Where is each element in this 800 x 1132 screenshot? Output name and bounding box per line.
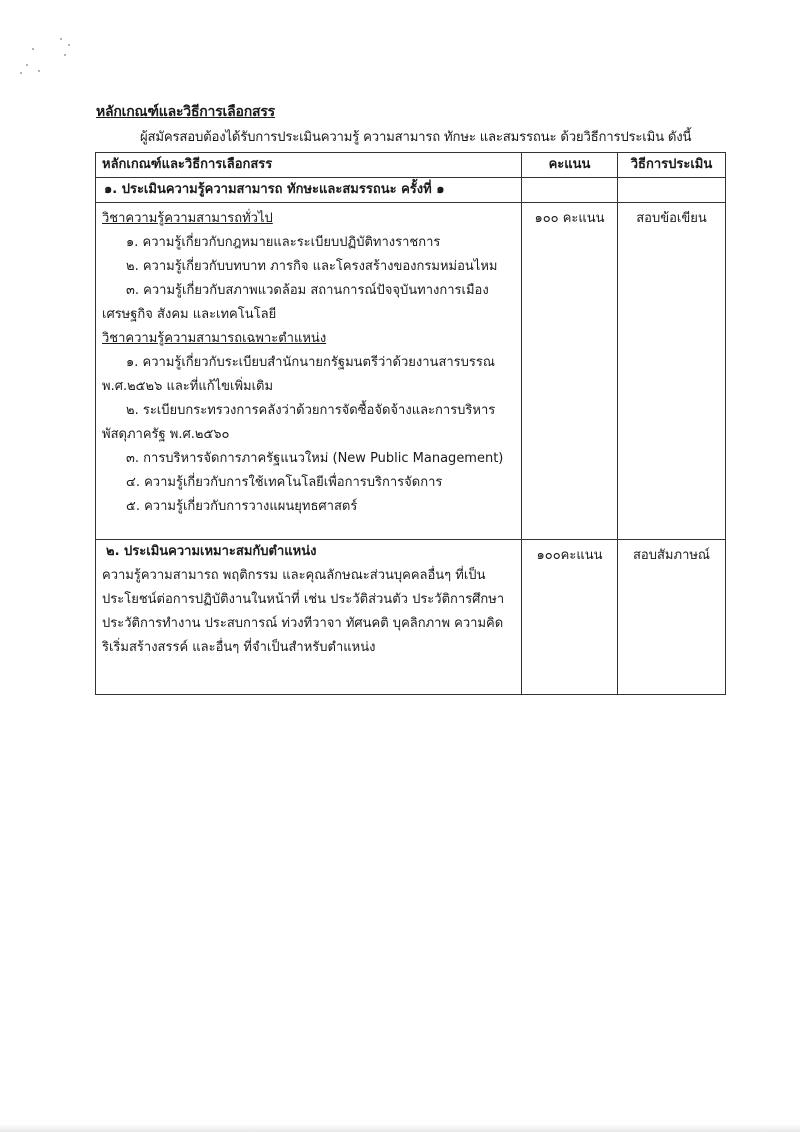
page-heading: หลักเกณฑ์และวิธีการเลือกสรร bbox=[96, 104, 275, 120]
scan-bottom-edge bbox=[0, 1124, 800, 1132]
specific-item-5: ๕. ความรู้เกี่ยวกับการวางแผนยุทธศาสตร์ bbox=[126, 499, 358, 514]
specific-item-1-continued: พ.ศ.๒๕๒๖ และที่แก้ไขเพิ่มเติม bbox=[102, 379, 274, 394]
section1-title: ๑. ประเมินความรู้ความสามารถ ทักษะและสมรรถนะ ครั้งที่ ๑ bbox=[96, 178, 522, 203]
criteria-table bbox=[95, 152, 726, 695]
specific-item-4: ๔. ความรู้เกี่ยวกับการใช้เทคโนโลยีเพื่อการบริการจัดการ bbox=[126, 475, 443, 490]
specific-item-2-continued: พัสดุภาครัฐ พ.ศ.๒๕๖๐ bbox=[102, 427, 230, 442]
general-subject-title: วิชาความรู้ความสามารถทั่วไป bbox=[102, 211, 273, 226]
section1-title-row bbox=[96, 178, 726, 203]
specific-item-1: ๑. ความรู้เกี่ยวกับระเบียบสำนักนายกรัฐมนตรีว่าด้วยงานสารบรรณ bbox=[126, 355, 495, 370]
section1-title-method-cell bbox=[618, 178, 726, 203]
specific-item-2: ๒. ระเบียบกระทรวงการคลังว่าด้วยการจัดซื้อจัดจ้างและการบริหาร bbox=[126, 403, 496, 418]
section2-content bbox=[96, 540, 522, 695]
section2-line-4: ริเริ่มสร้างสรรค์ และอื่นๆ ที่จำเป็นสำหรับตำแหน่ง bbox=[102, 640, 376, 655]
scan-speck bbox=[60, 38, 62, 40]
scan-specks bbox=[18, 30, 88, 90]
section1-method-cell bbox=[618, 203, 726, 540]
section2-line-2: ประโยชน์ต่อการปฏิบัติงานในหน้าที่ เช่น ประวัติส่วนตัว ประวัติการศึกษา bbox=[102, 592, 505, 607]
section1-method: สอบข้อเขียน bbox=[636, 211, 707, 226]
section2-row bbox=[96, 540, 726, 695]
section1-content-row bbox=[96, 203, 726, 540]
scan-speck bbox=[32, 48, 34, 50]
scan-speck bbox=[68, 44, 70, 46]
scan-speck bbox=[20, 72, 22, 74]
scan-speck bbox=[64, 54, 66, 56]
scan-speck bbox=[26, 64, 28, 66]
scan-speck bbox=[38, 70, 40, 72]
section2-method-cell bbox=[618, 540, 726, 695]
general-item-3: ๓. ความรู้เกี่ยวกับสภาพแวดล้อม สถานการณ์ปัจจุบันทางการเมือง bbox=[126, 283, 489, 298]
section2-score: ๑๐๐คะแนน bbox=[536, 548, 603, 563]
section2-method: สอบสัมภาษณ์ bbox=[633, 548, 710, 563]
section1-score-cell bbox=[522, 203, 618, 540]
section2-title: ๒. ประเมินความเหมาะสมกับตำแหน่ง bbox=[106, 544, 317, 559]
section1-content bbox=[96, 203, 522, 540]
general-item-2: ๒. ความรู้เกี่ยวกับบทบาท ภารกิจ และโครงสร้างของกรมหม่อนไหม bbox=[126, 259, 498, 274]
section2-line-1: ความรู้ความสามารถ พฤติกรรม และคุณลักษณะส่วนบุคคลอื่นๆ ที่เป็น bbox=[102, 568, 486, 583]
specific-item-3: ๓. การบริหารจัดการภาครัฐแนวใหม่ (New Public Management) bbox=[126, 451, 504, 466]
section2-description bbox=[102, 564, 515, 694]
general-item-3-continued: เศรษฐกิจ สังคม และเทคโนโลยี bbox=[102, 307, 277, 322]
section2-line-3: ประวัติการทำงาน ประสบการณ์ ท่วงทีวาจา ทัศนคติ บุคลิกภาพ ความคิด bbox=[102, 616, 504, 631]
table-header-row bbox=[96, 153, 726, 178]
section1-title-score-cell bbox=[522, 178, 618, 203]
intro-paragraph: ผู้สมัครสอบต้องได้รับการประเมินความรู้ ความสามารถ ทักษะ และสมรรถนะ ด้วยวิธีการประเมิน ดังนี้ bbox=[140, 130, 692, 145]
section2-score-cell bbox=[522, 540, 618, 695]
header-score: คะแนน bbox=[522, 153, 618, 178]
header-method: วิธีการประเมิน bbox=[618, 153, 726, 178]
general-item-1: ๑. ความรู้เกี่ยวกับกฎหมายและระเบียบปฏิบัติทางราชการ bbox=[126, 235, 441, 250]
section1-score: ๑๐๐ คะแนน bbox=[534, 211, 605, 226]
specific-subject-title: วิชาความรู้ความสามารถเฉพาะตำแหน่ง bbox=[102, 331, 327, 346]
header-criteria: หลักเกณฑ์และวิธีการเลือกสรร bbox=[96, 153, 522, 178]
